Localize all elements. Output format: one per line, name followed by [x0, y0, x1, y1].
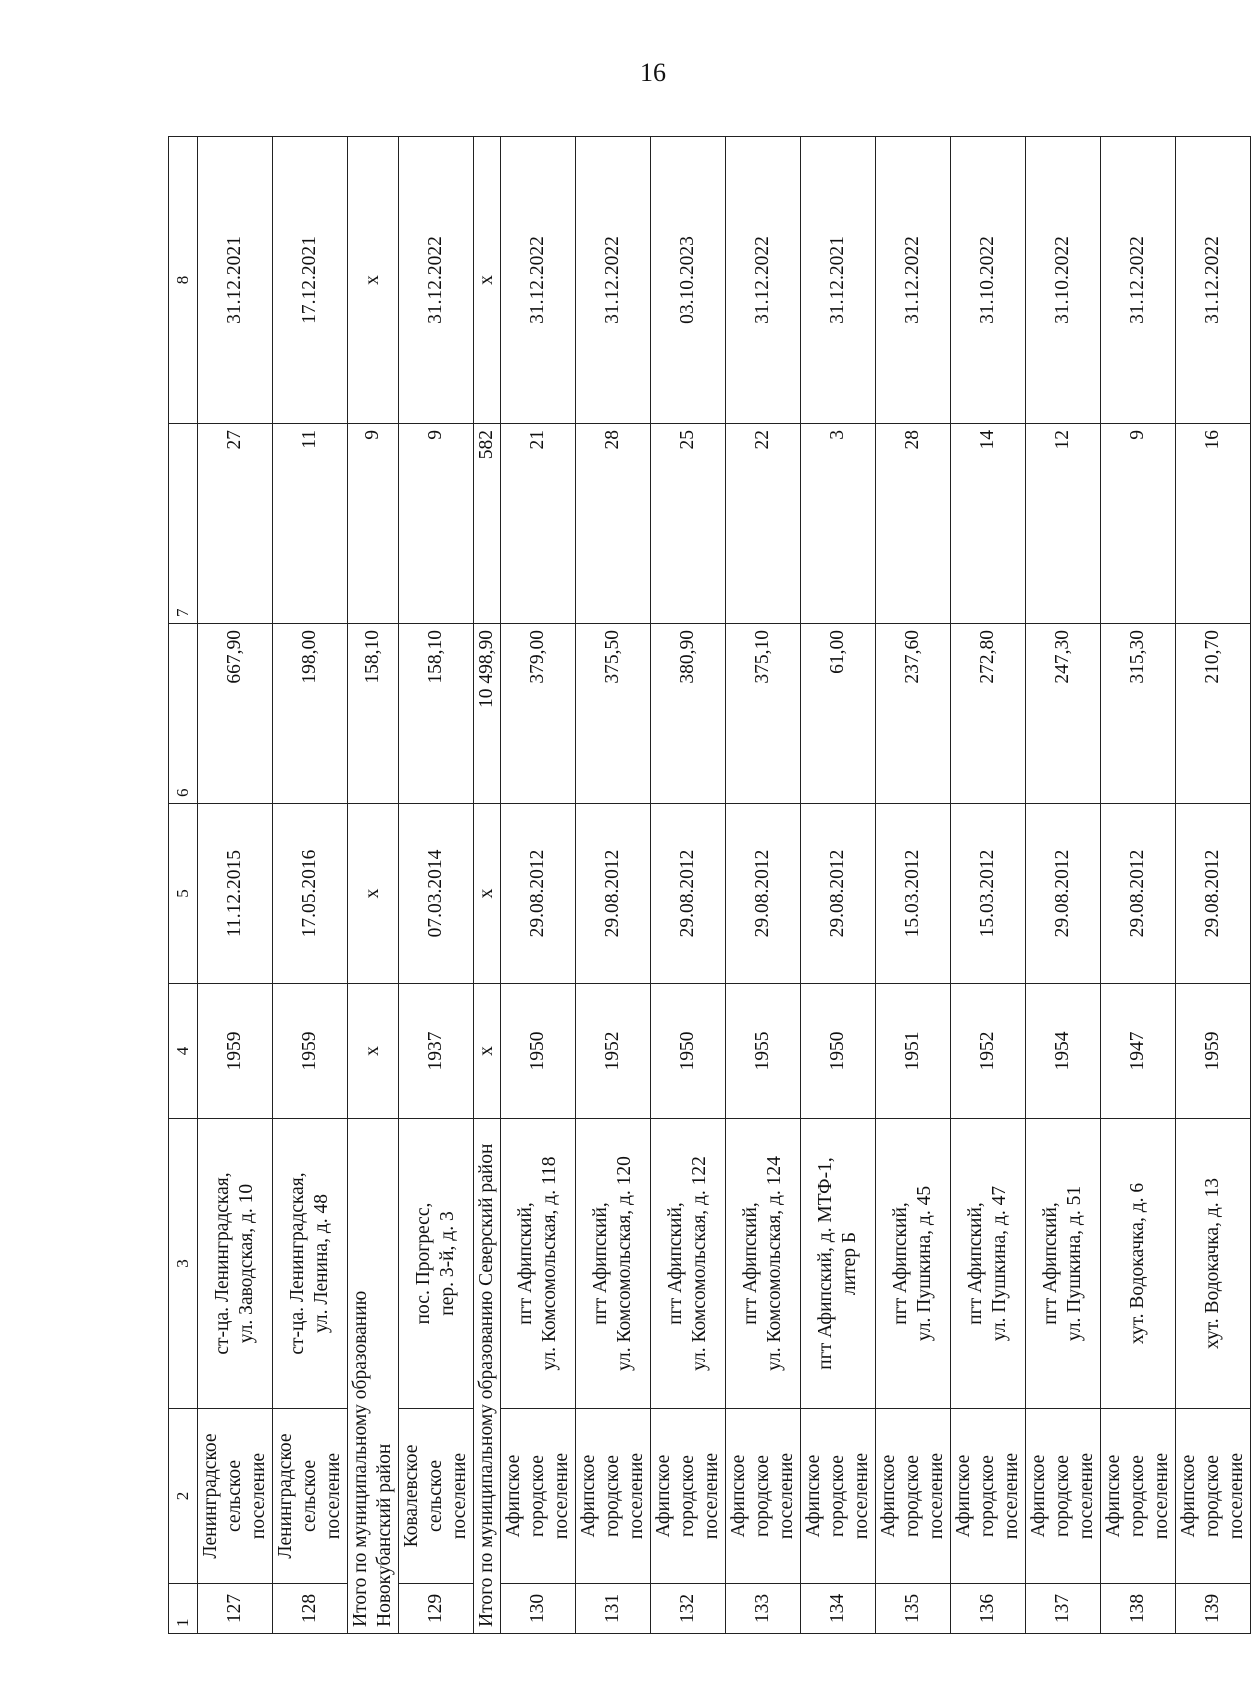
area-cell-line: 315,30: [1127, 630, 1148, 684]
address-cell-line: пгт Афипский,: [515, 1202, 536, 1325]
count-cell-line: 9: [425, 430, 446, 440]
year-cell-line: 1955: [752, 1031, 773, 1071]
settlement-cell: [726, 1409, 801, 1584]
deadline-cell: [399, 137, 474, 424]
row-number-line: 133: [752, 1593, 773, 1624]
count-cell: [801, 424, 876, 624]
settlement-cell-line: поселение: [1076, 1452, 1097, 1540]
year-cell-line: 1947: [1127, 1031, 1148, 1071]
year-cell-line: 1959: [299, 1031, 320, 1071]
address-cell: [576, 1119, 651, 1409]
area-cell: [1176, 624, 1251, 804]
deadline-cell: [951, 137, 1026, 424]
address-cell: [801, 1119, 876, 1409]
date-cell-line: 15.03.2012: [902, 849, 923, 938]
row-number-line: 129: [425, 1593, 446, 1624]
date-cell-line: 11.12.2015: [224, 849, 245, 938]
count-cell: [1176, 424, 1251, 624]
area-cell-line: 379,00: [527, 630, 548, 684]
settlement-cell-line: поселение: [626, 1452, 647, 1540]
row-number: [198, 1584, 273, 1634]
settlement-cell-line: Афипское городское: [1178, 1454, 1223, 1538]
area-cell-line: 237,60: [902, 630, 923, 684]
area-cell: [1101, 624, 1176, 804]
date-cell: [951, 804, 1026, 984]
deadline-cell-line: 31.12.2022: [425, 236, 446, 324]
deadline-cell-line: х: [362, 275, 383, 285]
date-cell: [501, 804, 576, 984]
table-row: [801, 137, 876, 1634]
table-row: [1101, 137, 1176, 1634]
total-label: [348, 1119, 399, 1634]
count-cell: [273, 424, 348, 624]
table-row: [273, 137, 348, 1634]
year-cell: [876, 984, 951, 1119]
address-cell: [399, 1119, 474, 1409]
year-cell-line: 1937: [425, 1031, 446, 1071]
settlement-cell: [198, 1409, 273, 1584]
date-cell: [576, 804, 651, 984]
count-cell-line: 28: [602, 430, 623, 450]
settlement-cell-line: Ковалевское сельское: [401, 1444, 446, 1548]
deadline-cell: [801, 137, 876, 424]
row-number-line: 131: [602, 1593, 623, 1624]
deadline-cell-line: х: [476, 275, 497, 285]
address-cell: [726, 1119, 801, 1409]
count-cell-line: 14: [977, 430, 998, 450]
deadline-cell-line: 03.10.2023: [677, 236, 698, 324]
table-row: [576, 137, 651, 1634]
area-cell-line: 247,30: [1052, 630, 1073, 684]
count-cell-line: 21: [527, 430, 548, 450]
settlement-cell-line: поселение: [248, 1452, 269, 1540]
row-number: [273, 1584, 348, 1634]
address-cell: [501, 1119, 576, 1409]
count-cell: [399, 424, 474, 624]
date-cell-line: 17.05.2016: [299, 849, 320, 938]
deadline-cell: [576, 137, 651, 424]
area-cell: [399, 624, 474, 804]
count-cell-line: 27: [224, 430, 245, 450]
address-cell-line: ул. Комсомольская, д. 122: [689, 1156, 710, 1371]
date-cell-line: х: [476, 888, 497, 899]
area-cell: [348, 624, 399, 804]
year-cell: [1101, 984, 1176, 1119]
header-cell: 6: [169, 624, 198, 804]
year-cell: [501, 984, 576, 1119]
area-cell-line: 61,00: [827, 630, 848, 674]
row-number: [801, 1584, 876, 1634]
area-cell-line: 380,90: [677, 630, 698, 684]
count-cell-line: 9: [1127, 430, 1148, 440]
count-cell-line: 25: [677, 430, 698, 450]
header-row: [169, 137, 198, 1634]
area-cell-line: 375,10: [752, 630, 773, 684]
date-cell: [348, 804, 399, 984]
settlement-cell-line: Афипское городское: [653, 1454, 698, 1538]
address-cell: [1101, 1119, 1176, 1409]
settlement-cell-line: Афипское городское: [578, 1454, 623, 1538]
area-cell-line: 375,50: [602, 630, 623, 684]
settlement-cell: [951, 1409, 1026, 1584]
year-cell: [273, 984, 348, 1119]
count-cell: [951, 424, 1026, 624]
table-row: [876, 137, 951, 1634]
date-cell-line: 29.08.2012: [827, 849, 848, 938]
area-cell: [198, 624, 273, 804]
date-cell: [801, 804, 876, 984]
date-cell-line: 07.03.2014: [425, 849, 446, 938]
address-cell-line: ул. Пушкина, д. 45: [914, 1185, 935, 1342]
settlement-cell-line: поселение: [851, 1452, 872, 1540]
date-cell: [273, 804, 348, 984]
total-label: [474, 1119, 501, 1634]
area-cell-line: 210,70: [1202, 630, 1223, 684]
table-row: [501, 137, 576, 1634]
deadline-cell-line: 31.12.2022: [902, 236, 923, 324]
address-cell-line: ст-ца. Ленинградская,: [212, 1172, 233, 1355]
settlement-cell-line: Ленинградское сельское: [275, 1433, 320, 1559]
count-cell: [651, 424, 726, 624]
deadline-cell-line: 31.12.2022: [602, 236, 623, 324]
area-cell: [1026, 624, 1101, 804]
deadline-cell: [1101, 137, 1176, 424]
address-cell-line: хут. Водокачка, д. 13: [1202, 1177, 1223, 1350]
table-row: [726, 137, 801, 1634]
area-cell-line: 667,90: [224, 630, 245, 684]
header-cell: 2: [169, 1409, 198, 1584]
settlement-cell: [399, 1409, 474, 1584]
deadline-cell-line: 31.12.2021: [827, 236, 848, 324]
deadline-cell: [501, 137, 576, 424]
settlement-cell: [273, 1409, 348, 1584]
year-cell-line: 1952: [977, 1031, 998, 1071]
address-cell-line: пгт Афипский,: [590, 1202, 611, 1325]
area-cell-line: 198,00: [299, 630, 320, 684]
settlement-cell-line: поселение: [449, 1452, 470, 1540]
count-cell: [576, 424, 651, 624]
count-cell: [876, 424, 951, 624]
row-number-line: 134: [827, 1593, 848, 1624]
date-cell-line: 29.08.2012: [1127, 849, 1148, 938]
row-number: [1101, 1584, 1176, 1634]
address-cell-line: пер. 3-й, д. 3: [437, 1211, 458, 1316]
address-cell: [1026, 1119, 1101, 1409]
count-cell-line: 9: [362, 430, 383, 440]
settlement-cell-line: Афипское городское: [1028, 1454, 1073, 1538]
settlement-cell-line: Афипское городское: [803, 1454, 848, 1538]
area-cell: [726, 624, 801, 804]
deadline-cell: [198, 137, 273, 424]
address-cell-line: ул. Комсомольская, д. 120: [614, 1156, 635, 1371]
date-cell-line: 29.08.2012: [527, 849, 548, 938]
address-cell-line: пос. Прогресс,: [413, 1202, 434, 1325]
settlement-cell-line: поселение: [551, 1452, 572, 1540]
year-cell: [1026, 984, 1101, 1119]
year-cell-line: 1952: [602, 1031, 623, 1071]
settlement-cell-line: Афипское городское: [878, 1454, 923, 1538]
count-cell: [348, 424, 399, 624]
year-cell: [348, 984, 399, 1119]
row-number-line: 135: [902, 1593, 923, 1624]
table-row: [399, 137, 474, 1634]
address-cell-line: литер Б: [839, 1231, 860, 1296]
date-cell: [399, 804, 474, 984]
total-label-line: Итого по муниципальному образованию Северский район: [476, 1143, 497, 1627]
table-row: [198, 137, 273, 1634]
row-number-line: 128: [299, 1593, 320, 1624]
address-cell-line: ул. Комсомольская, д. 118: [539, 1156, 560, 1371]
deadline-cell: [273, 137, 348, 424]
row-number-line: 127: [224, 1593, 245, 1624]
count-cell: [501, 424, 576, 624]
row-number-line: 138: [1127, 1593, 1148, 1624]
row-number: [951, 1584, 1026, 1634]
date-cell: [1101, 804, 1176, 984]
deadline-cell-line: 17.12.2021: [299, 236, 320, 324]
area-cell: [651, 624, 726, 804]
settlement-cell-line: поселение: [776, 1452, 797, 1540]
address-cell-line: ул. Заводская, д. 10: [236, 1183, 257, 1344]
settlement-cell-line: поселение: [926, 1452, 947, 1540]
year-cell: [399, 984, 474, 1119]
deadline-cell-line: 31.12.2022: [752, 236, 773, 324]
year-cell-line: 1951: [902, 1031, 923, 1071]
count-cell: [198, 424, 273, 624]
area-cell-line: 272,80: [977, 630, 998, 684]
date-cell: [198, 804, 273, 984]
area-cell: [951, 624, 1026, 804]
settlement-cell-line: Афипское городское: [953, 1454, 998, 1538]
row-number: [501, 1584, 576, 1634]
deadline-cell: [474, 137, 501, 424]
row-number: [1026, 1584, 1101, 1634]
deadline-cell: [1026, 137, 1101, 424]
settlement-cell-line: поселение: [323, 1452, 344, 1540]
date-cell: [1026, 804, 1101, 984]
area-cell: [801, 624, 876, 804]
date-cell: [651, 804, 726, 984]
deadline-cell-line: 31.10.2022: [1052, 236, 1073, 324]
date-cell-line: 29.08.2012: [1202, 849, 1223, 938]
deadline-cell-line: 31.12.2022: [1127, 236, 1148, 324]
count-cell: [1026, 424, 1101, 624]
year-cell: [474, 984, 501, 1119]
year-cell: [1176, 984, 1251, 1119]
header-cell: 5: [169, 804, 198, 984]
deadline-cell: [726, 137, 801, 424]
year-cell-line: 1950: [677, 1031, 698, 1071]
row-number-line: 136: [977, 1593, 998, 1624]
settlement-cell-line: поселение: [1151, 1452, 1172, 1540]
area-cell: [474, 624, 501, 804]
settlement-cell: [501, 1409, 576, 1584]
count-cell-line: 16: [1202, 430, 1223, 450]
address-cell-line: ул. Ленина, д. 48: [311, 1194, 332, 1334]
date-cell-line: 29.08.2012: [752, 849, 773, 938]
header-cell: 7: [169, 424, 198, 624]
address-cell-line: хут. Водокачка, д. 6: [1127, 1182, 1148, 1345]
deadline-cell: [651, 137, 726, 424]
header-cell: 4: [169, 984, 198, 1119]
year-cell-line: х: [362, 1046, 383, 1056]
deadline-cell-line: 31.12.2022: [527, 236, 548, 324]
settlement-cell-line: Афипское городское: [1103, 1454, 1148, 1538]
address-cell: [198, 1119, 273, 1409]
settlement-cell: [1101, 1409, 1176, 1584]
settlement-cell: [1026, 1409, 1101, 1584]
date-cell-line: х: [362, 888, 383, 899]
address-cell: [1176, 1119, 1251, 1409]
address-cell-line: пгт Афипский,: [1040, 1202, 1061, 1325]
settlement-cell: [801, 1409, 876, 1584]
area-cell-line: 10 498,90: [476, 630, 497, 708]
deadline-cell-line: 31.12.2021: [224, 236, 245, 324]
address-cell: [651, 1119, 726, 1409]
settlement-cell: [576, 1409, 651, 1584]
settlement-cell-line: поселение: [1226, 1452, 1247, 1540]
date-cell-line: 15.03.2012: [977, 849, 998, 938]
settlement-cell: [651, 1409, 726, 1584]
count-cell-line: 11: [299, 430, 320, 449]
settlement-cell-line: поселение: [701, 1452, 722, 1540]
address-cell: [273, 1119, 348, 1409]
count-cell-line: 582: [476, 430, 497, 460]
settlement-cell-line: Афипское городское: [728, 1454, 773, 1538]
area-cell: [501, 624, 576, 804]
deadline-cell: [1176, 137, 1251, 424]
total-row: [474, 137, 501, 1634]
row-number: [726, 1584, 801, 1634]
area-cell-line: 158,10: [425, 630, 446, 684]
year-cell-line: 1959: [224, 1031, 245, 1071]
date-cell: [876, 804, 951, 984]
total-label-line: Итого по муниципальному образованию: [350, 1290, 371, 1627]
row-number: [1176, 1584, 1251, 1634]
address-cell-line: ул. Пушкина, д. 51: [1064, 1185, 1085, 1342]
address-cell-line: ул. Комсомольская, д. 124: [764, 1156, 785, 1371]
count-cell-line: 12: [1052, 430, 1073, 450]
area-cell-line: 158,10: [362, 630, 383, 684]
settlement-cell-line: Ленинградское сельское: [200, 1433, 245, 1559]
area-cell: [273, 624, 348, 804]
settlement-cell-line: поселение: [1001, 1452, 1022, 1540]
date-cell: [726, 804, 801, 984]
area-cell: [576, 624, 651, 804]
row-number-line: 132: [677, 1593, 698, 1624]
address-cell-line: пгт Афипский, д. МТФ-1,: [815, 1157, 836, 1370]
table-row: [951, 137, 1026, 1634]
table-row: [1026, 137, 1101, 1634]
row-number-line: 139: [1202, 1593, 1223, 1624]
header-cell: 1: [169, 1584, 198, 1634]
date-cell: [474, 804, 501, 984]
total-label-line: Новокубанский район: [374, 1443, 395, 1627]
year-cell: [651, 984, 726, 1119]
deadline-cell-line: 31.12.2022: [1202, 236, 1223, 324]
count-cell: [726, 424, 801, 624]
date-cell-line: 29.08.2012: [1052, 849, 1073, 938]
table-row: [651, 137, 726, 1634]
address-cell-line: ул. Пушкина, д. 47: [989, 1185, 1010, 1342]
rotated-table-container: [168, 137, 1247, 1634]
row-number: [576, 1584, 651, 1634]
row-number-line: 130: [527, 1593, 548, 1624]
page-number: 16: [640, 58, 666, 87]
year-cell: [198, 984, 273, 1119]
count-cell: [474, 424, 501, 624]
address-cell-line: пгт Афипский,: [890, 1202, 911, 1325]
address-cell: [951, 1119, 1026, 1409]
count-cell-line: 22: [752, 430, 773, 450]
count-cell-line: 3: [827, 430, 848, 440]
year-cell: [576, 984, 651, 1119]
address-cell: [876, 1119, 951, 1409]
date-cell-line: 29.08.2012: [677, 849, 698, 938]
table-body: [198, 137, 1251, 1634]
total-row: [348, 137, 399, 1634]
date-cell-line: 29.08.2012: [602, 849, 623, 938]
year-cell-line: 1950: [827, 1031, 848, 1071]
settlement-cell: [1176, 1409, 1251, 1584]
deadline-cell-line: 31.10.2022: [977, 236, 998, 324]
year-cell-line: 1950: [527, 1031, 548, 1071]
year-cell-line: х: [476, 1046, 497, 1056]
address-cell-line: ст-ца. Ленинградская,: [287, 1172, 308, 1355]
year-cell-line: 1959: [1202, 1031, 1223, 1071]
row-number-line: 137: [1052, 1593, 1073, 1624]
address-cell-line: пгт Афипский,: [665, 1202, 686, 1325]
row-number: [399, 1584, 474, 1634]
year-cell-line: 1954: [1052, 1031, 1073, 1071]
settlement-cell: [876, 1409, 951, 1584]
year-cell: [951, 984, 1026, 1119]
year-cell: [801, 984, 876, 1119]
table-row: [1176, 137, 1251, 1634]
header-cell: 3: [169, 1119, 198, 1409]
row-number: [876, 1584, 951, 1634]
deadline-cell: [876, 137, 951, 424]
deadline-cell: [348, 137, 399, 424]
year-cell: [726, 984, 801, 1119]
count-cell: [1101, 424, 1176, 624]
date-cell: [1176, 804, 1251, 984]
address-cell-line: пгт Афипский,: [740, 1202, 761, 1325]
address-cell-line: пгт Афипский,: [965, 1202, 986, 1325]
housing-table: [168, 136, 1251, 1634]
settlement-cell-line: Афипское городское: [503, 1454, 548, 1538]
header-cell: 8: [169, 137, 198, 424]
area-cell: [876, 624, 951, 804]
row-number: [651, 1584, 726, 1634]
count-cell-line: 28: [902, 430, 923, 450]
